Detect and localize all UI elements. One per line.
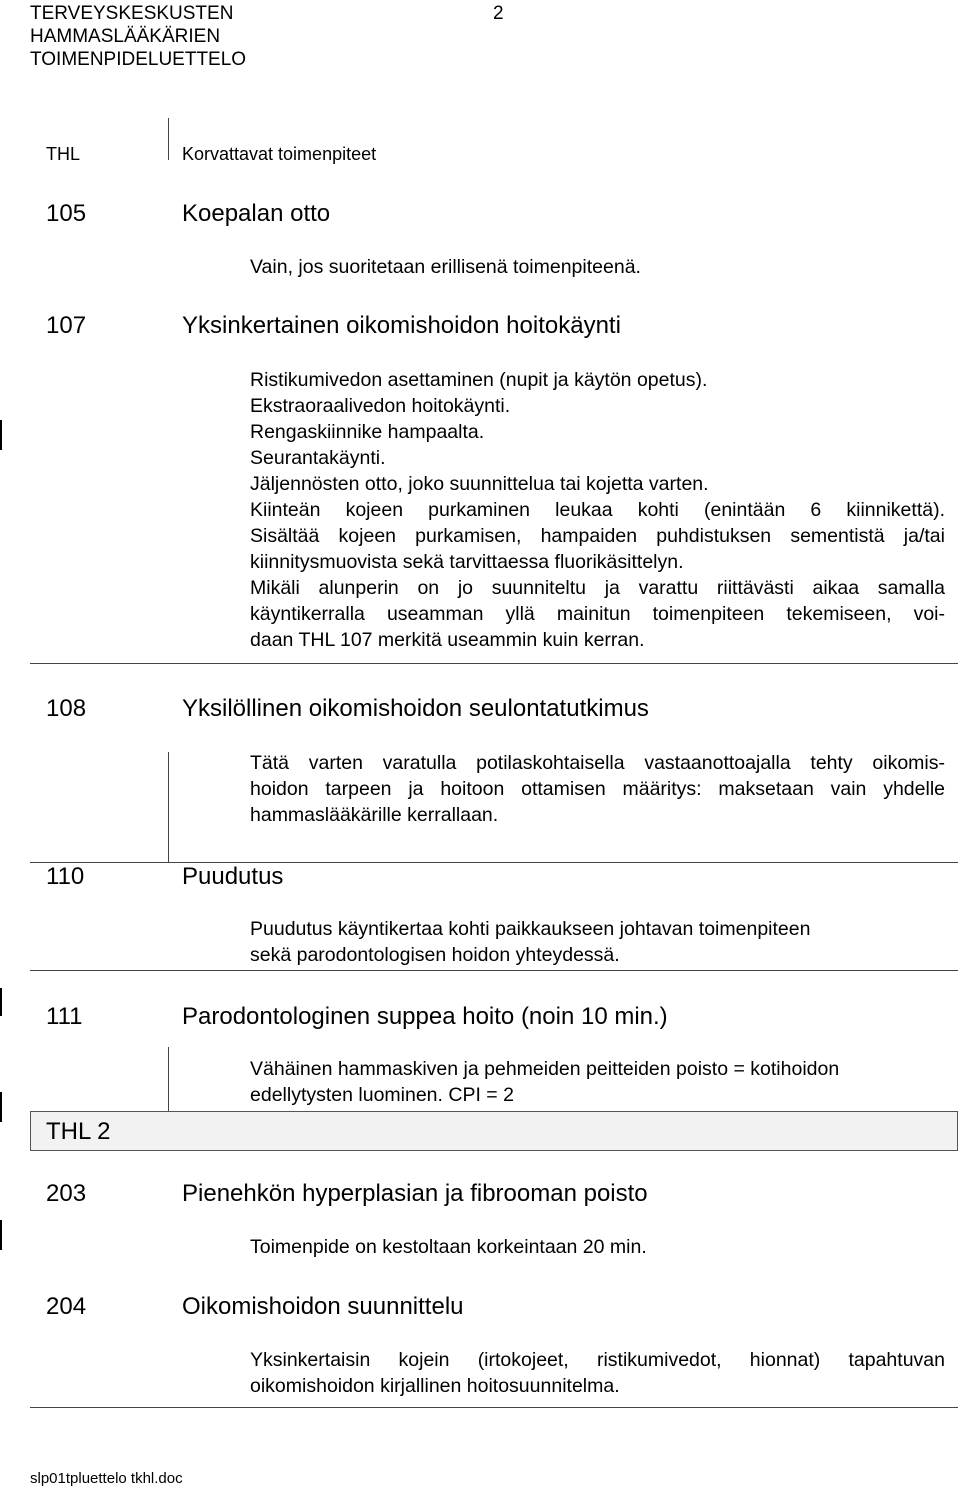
procedure-description (250, 750, 945, 828)
description-line: hoidon tarpeen ja hoitoon ottamisen määritys: maksetaan vain yhdelle (250, 778, 945, 800)
description-line: Toimenpide on kestoltaan korkeintaan 20 min. (250, 1236, 647, 1258)
procedure-title: Oikomishoidon suunnittelu (182, 1293, 464, 1320)
procedure-title: Puudutus (182, 863, 284, 890)
procedure-code: 107 (46, 312, 87, 339)
description-line: käyntikerralla useamman yllä mainitun toimenpiteen tekemiseen, voi- (250, 603, 945, 625)
change-bar (0, 988, 2, 1016)
change-bar (0, 1220, 2, 1250)
description-line: Jäljennösten otto, joko suunnittelua tai kojetta varten. (250, 473, 709, 495)
description-line: Mikäli alunperin on jo suunniteltu ja varattu riittävästi aikaa samalla (250, 577, 945, 599)
procedure-description (250, 367, 945, 653)
procedure-title: Parodontologinen suppea hoito (noin 10 min.) (182, 1003, 668, 1030)
column-header-replaces: Korvattavat toimenpiteet (182, 144, 377, 164)
procedure-description (250, 1347, 945, 1399)
description-line: Sisältää kojeen purkamisen, hampaiden puhdistuksen sementistä ja/tai (250, 525, 945, 547)
section-heading-box (30, 1111, 958, 1151)
procedure-code: 105 (46, 200, 87, 227)
row-divider (30, 663, 958, 664)
page-number: 2 (493, 3, 504, 24)
row-divider (30, 1407, 958, 1408)
description-line: edellytysten luominen. CPI = 2 (250, 1084, 514, 1106)
procedure-code: 111 (46, 1003, 83, 1030)
procedure-code: 204 (46, 1293, 87, 1320)
description-line: Yksinkertaisin kojein (irtokojeet, ristikumivedot, hionnat) tapahtuvan (250, 1349, 945, 1371)
description-line: Rengaskiinnike hampaalta. (250, 421, 485, 443)
description-line: Puudutus käyntikertaa kohti paikkaukseen johtavan toimenpiteen (250, 918, 811, 940)
procedure-description (250, 1056, 945, 1108)
description-line: Kiinteän kojeen purkaminen leukaa kohti (enintään 6 kiinnikettä). (250, 499, 945, 521)
row-divider (30, 862, 958, 863)
procedure-title: Koepalan otto (182, 200, 331, 227)
description-line: Vain, jos suoritetaan erillisenä toimenpiteenä. (250, 256, 641, 278)
procedure-code: 108 (46, 695, 87, 722)
procedure-description (250, 254, 945, 280)
description-line: oikomishoidon kirjallinen hoitosuunnitelma. (250, 1375, 620, 1397)
description-line: daan THL 107 merkitä useammin kuin kerran. (250, 629, 645, 651)
column-divider (168, 752, 169, 862)
document-title (30, 2, 246, 71)
description-line: Vähäinen hammaskiven ja pehmeiden peitteiden poisto = kotihoidon (250, 1058, 840, 1080)
procedure-code: 203 (46, 1180, 87, 1207)
change-bar (0, 420, 2, 450)
description-line: hammaslääkärille kerrallaan. (250, 804, 499, 826)
procedure-code: 110 (46, 863, 85, 890)
description-line: kiinnitysmuovista sekä tarvittaessa fluorikäsittelyn. (250, 551, 684, 573)
footer-filename: slp01tpluettelo tkhl.doc (30, 1470, 183, 1487)
procedure-title: Yksilöllinen oikomishoidon seulontatutkimus (182, 695, 649, 722)
procedure-description (250, 916, 945, 968)
procedure-title: Pienehkön hyperplasian ja fibrooman poisto (182, 1180, 648, 1207)
column-divider (168, 118, 169, 160)
column-divider (168, 1047, 169, 1111)
procedure-description (250, 1234, 945, 1260)
column-header-code: THL (46, 144, 81, 164)
change-bar (0, 1092, 2, 1122)
title-line: TERVEYSKESKUSTEN (30, 3, 234, 24)
row-divider (30, 970, 958, 971)
title-line: TOIMENPIDELUETTELO (30, 49, 247, 70)
description-line: Ristikumivedon asettaminen (nupit ja käytön opetus). (250, 369, 708, 391)
description-line: Seurantakäynti. (250, 447, 386, 469)
title-line: HAMMASLÄÄKÄRIEN (30, 26, 221, 47)
description-line: Tätä varten varatulla potilaskohtaisella vastaanottoajalla tehty oikomis- (250, 752, 945, 774)
description-line: Ekstraoraalivedon hoitokäynti. (250, 395, 511, 417)
procedure-title: Yksinkertainen oikomishoidon hoitokäynti (182, 312, 621, 339)
description-line: sekä parodontologisen hoidon yhteydessä. (250, 944, 620, 966)
section-heading: THL 2 (46, 1118, 111, 1145)
